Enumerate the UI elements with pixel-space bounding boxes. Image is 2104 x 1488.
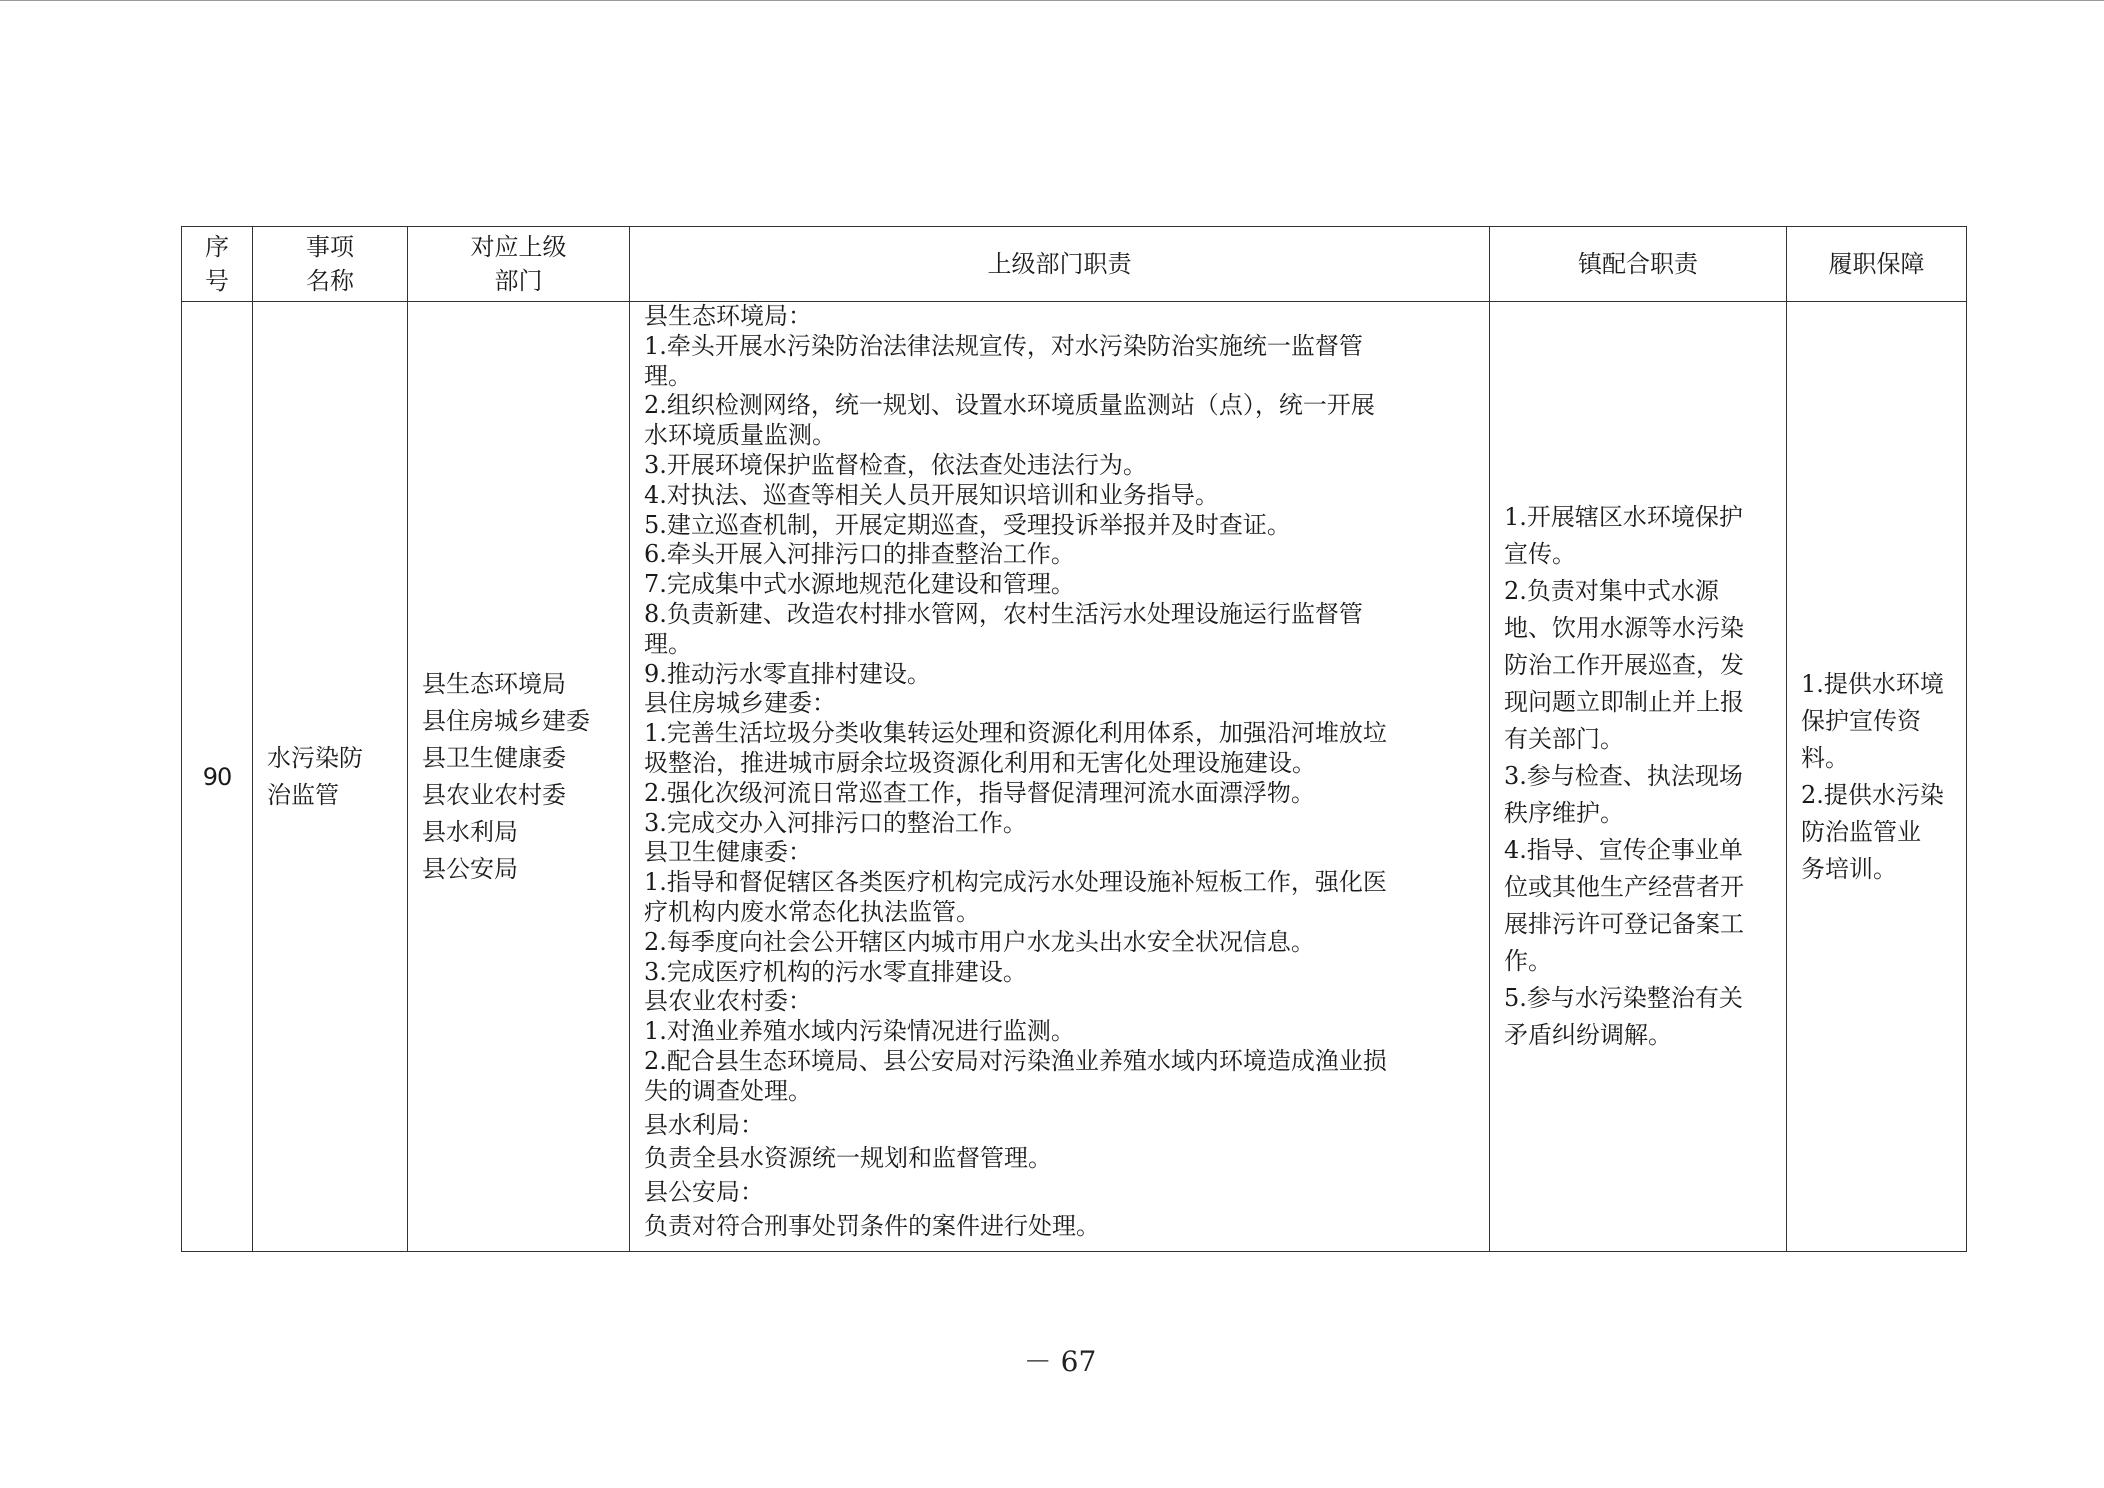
duty-line: 负责全县水资源统一规划和监督管理。 (644, 1144, 1052, 1173)
duty-line: 圾整治，推进城市厨余垃圾资源化利用和无害化处理设施建设。 (644, 748, 1316, 777)
duty-table (181, 226, 1967, 1252)
duty-line: 3.完成交办入河排污口的整治工作。 (644, 808, 1027, 837)
guarantee-line: 料。 (1801, 743, 1849, 772)
duty-line: 疗机构内废水常态化执法监管。 (644, 897, 980, 926)
town-duty-line: 地、饮用水源等水污染 (1504, 614, 1744, 642)
row-item-name: 水污染防 治监管 (253, 302, 408, 1252)
duty-line: 1.完善生活垃圾分类收集转运处理和资源化利用体系，加强沿河堆放垃 (644, 719, 1387, 748)
header-town-duties: 镇配合职责 (1490, 227, 1787, 302)
duty-line: 3.开展环境保护监督检查，依法查处违法行为。 (644, 450, 1147, 479)
duty-line: 1.对渔业养殖水域内污染情况进行监测。 (644, 1017, 1075, 1046)
duty-line: 1.牵头开展水污染防治法律法规宣传，对水污染防治实施统一监督管 (644, 331, 1363, 360)
duty-line: 2.强化次级河流日常巡查工作，指导督促清理河流水面漂浮物。 (644, 778, 1315, 807)
dept-item: 县水利局 (422, 817, 518, 846)
guarantee-line: 保护宣传资 (1801, 706, 1921, 735)
duty-line: 8.负责新建、改造农村排水管网，农村生活污水处理设施运行监督管 (644, 599, 1363, 628)
guarantee-line: 1.提供水环境 (1801, 669, 1944, 698)
duty-line: 3.完成医疗机构的污水零直排建设。 (644, 957, 1027, 986)
duty-line: 6.牵头开展入河排污口的排查整治工作。 (644, 540, 1075, 569)
duty-line: 2.每季度向社会公开辖区内城市用户水龙头出水安全状况信息。 (644, 927, 1315, 956)
row-seq: 90 (182, 302, 253, 1252)
duty-line: 县卫生健康委： (644, 838, 812, 867)
duty-line: 9.推动污水零直排村建设。 (644, 659, 931, 688)
duty-line: 理。 (644, 361, 692, 390)
row-guarantee (1787, 302, 1967, 1252)
duty-line: 水环境质量监测。 (644, 421, 836, 450)
town-duty-line: 矛盾纠纷调解。 (1504, 1021, 1672, 1049)
duty-line: 4.对执法、巡查等相关人员开展知识培训和业务指导。 (644, 480, 1219, 509)
duty-line: 5.建立巡查机制，开展定期巡查，受理投诉举报并及时查证。 (644, 510, 1291, 539)
dept-item: 县住房城乡建委 (422, 706, 590, 735)
row-superior-depts (408, 302, 630, 1252)
duty-line: 1.指导和督促辖区各类医疗机构完成污水处理设施补短板工作，强化医 (644, 868, 1387, 897)
town-duty-line: 1.开展辖区水环境保护 (1504, 503, 1743, 531)
town-duty-line: 2.负责对集中式水源 (1504, 577, 1719, 605)
dept-item: 县农业农村委 (422, 780, 566, 809)
row-town-duties (1490, 302, 1787, 1252)
duty-line: 失的调查处理。 (644, 1076, 812, 1105)
town-duty-line: 5.参与水污染整治有关 (1504, 984, 1743, 1012)
town-duty-line: 4.指导、宣传企事业单 (1504, 836, 1743, 864)
town-duty-line: 现问题立即制止并上报 (1504, 688, 1744, 716)
header-seq: 序 号 (182, 227, 253, 302)
duty-line: 2.配合县生态环境局、县公安局对污染渔业养殖水域内环境造成渔业损 (644, 1046, 1387, 1075)
duty-line: 负责对符合刑事处罚条件的案件进行处理。 (644, 1211, 1100, 1240)
town-duty-line: 展排污许可登记备案工 (1504, 910, 1744, 938)
duty-line: 7.完成集中式水源地规范化建设和管理。 (644, 570, 1075, 599)
header-guarantee: 履职保障 (1787, 227, 1967, 302)
page-number: － 67 (1023, 1345, 1097, 1378)
town-duty-line: 宣传。 (1504, 540, 1576, 568)
dept-item: 县卫生健康委 (422, 743, 566, 772)
duty-line: 2.组织检测网络，统一规划、设置水环境质量监测站（点），统一开展 (644, 391, 1375, 420)
header-superior-dept: 对应上级 部门 (408, 227, 630, 302)
guarantee-line: 务培训。 (1801, 854, 1897, 883)
town-duty-line: 秩序维护。 (1504, 799, 1624, 827)
town-duty-line: 3.参与检查、执法现场 (1504, 762, 1743, 790)
dept-item: 县公安局 (422, 854, 518, 883)
duty-line: 县生态环境局： (644, 302, 812, 330)
top-border-line (0, 0, 2104, 1)
town-duty-line: 防治工作开展巡查，发 (1504, 651, 1744, 679)
header-superior-duties: 上级部门职责 (630, 227, 1490, 302)
duty-line: 县农业农村委： (644, 987, 812, 1016)
town-duty-line: 位或其他生产经营者开 (1504, 873, 1744, 901)
dept-item: 县生态环境局 (422, 669, 566, 698)
guarantee-line: 防治监管业 (1801, 817, 1921, 846)
duty-line: 县住房城乡建委： (644, 689, 836, 718)
table-row (182, 302, 1967, 1252)
row-superior-duties (630, 302, 1490, 1252)
header-item-name: 事项 名称 (253, 227, 408, 302)
duty-line: 理。 (644, 629, 692, 658)
duty-line: 县公安局： (644, 1178, 764, 1207)
duty-line: 县水利局： (644, 1110, 764, 1139)
town-duty-line: 有关部门。 (1504, 725, 1624, 753)
table-header-row (182, 227, 1967, 302)
town-duty-line: 作。 (1504, 947, 1552, 975)
guarantee-line: 2.提供水污染 (1801, 780, 1944, 809)
